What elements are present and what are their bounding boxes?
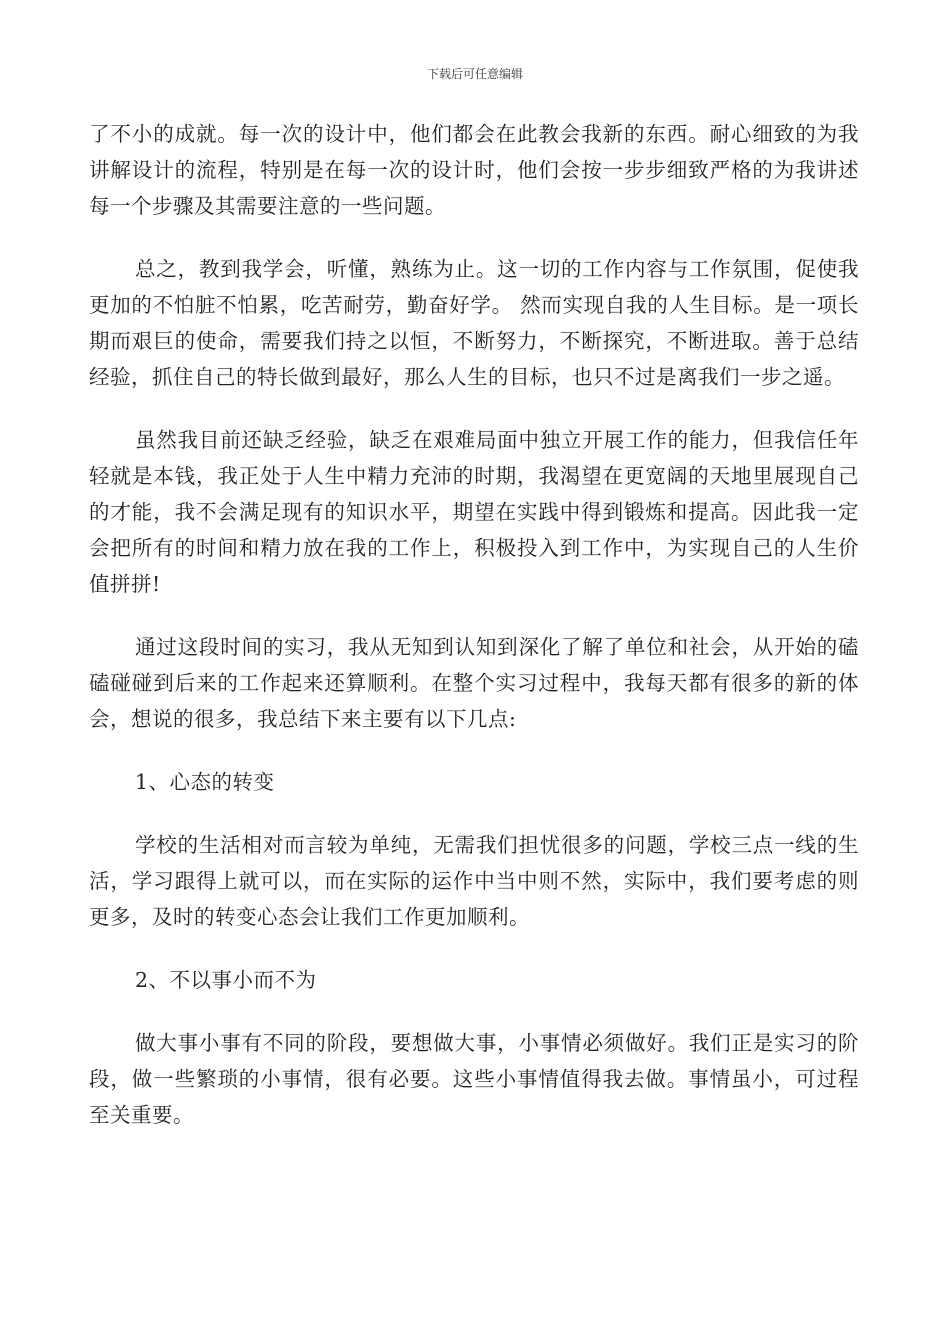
paragraph-mindset: 学校的生活相对而言较为单纯，无需我们担忧很多的问题，学校三点一线的生活，学习跟得上就可以，而在实际的运作中当中则不然，实际中，我们要考虑的则更多，及时的转变心态会让我们工作更加顺利。 — [89, 833, 859, 929]
section-heading-small-things: 2、不以事小而不为 — [135, 968, 317, 992]
paragraph-internship-reflection: 通过这段时间的实习，我从无知到认知到深化了解了单位和社会，从开始的磕磕碰碰到后来的工作起来还算顺利。在整个实习过程中，我每天都有很多的新的体会，想说的很多，我总结下来主要有以下几点: — [89, 635, 859, 731]
page-header: 下载后可任意编辑 — [426, 67, 523, 81]
paragraph-summary: 总之，教到我学会，听懂，熟练为止。这一切的工作内容与工作氛围，促使我更加的不怕脏不怕累，吃苦耐劳，勤奋好学。 然而实现自我的人生目标。是一项长期而艰巨的使命，需要我们持之以恒，不断努力，不断探究，不断进取。善于总结经验，抓住自己的特长做到最好，那么人生的目标，也只不过是离我们一步之遥。 — [89, 257, 859, 389]
section-heading-mindset: 1、心态的转变 — [135, 770, 275, 794]
document-body — [89, 116, 859, 1160]
paragraph-small-things: 做大事小事有不同的阶段，要想做大事，小事情必须做好。我们正是实习的阶段，做一些繁琐的小事情，很有必要。这些小事情值得我去做。事情虽小，可过程至关重要。 — [89, 1031, 859, 1127]
paragraph-continuation: 了不小的成就。每一次的设计中，他们都会在此教会我新的东西。耐心细致的为我讲解设计的流程，特别是在每一次的设计时，他们会按一步步细致严格的为我讲述每一个步骤及其需要注意的一些问题。 — [89, 122, 859, 218]
paragraph-aspiration: 虽然我目前还缺乏经验，缺乏在艰难局面中独立开展工作的能力，但我信任年轻就是本钱，我正处于人生中精力充沛的时期，我渴望在更宽阔的天地里展现自己的才能，我不会满足现有的知识水平，期望在实践中得到锻炼和提高。因此我一定会把所有的时间和精力放在我的工作上，积极投入到工作中，为实现自己的人生价值拼拼! — [89, 428, 859, 596]
